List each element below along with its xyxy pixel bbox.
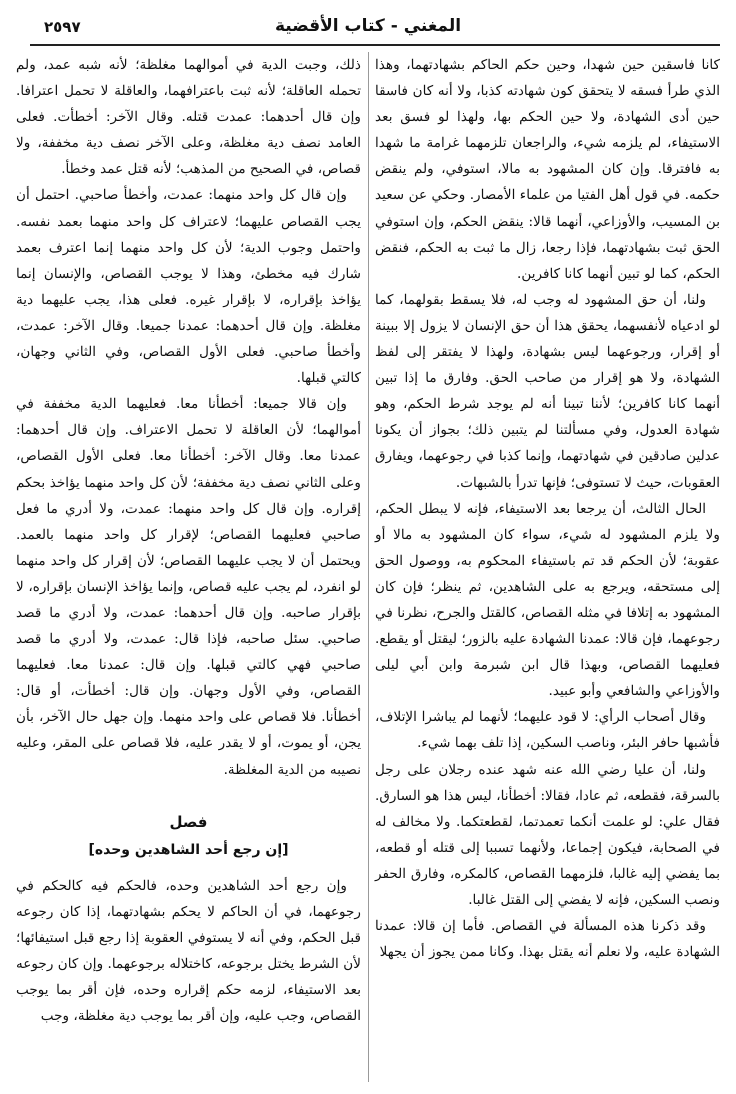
section-subtitle: [إن رجع أحد الشاهدين وحده] [88,841,289,858]
column-divider [368,52,369,1082]
right-column [375,52,720,965]
paragraph: وإن رجع أحد الشاهدين وحده، فالحكم فيه كالحكم في رجوعهما، في أن الحاكم لا يحكم بشهادتهما، إذا كان رجوعه قبل الحكم، وفي أنه لا يستوفي العقوبة إذا رجع قبل استيفائها؛ لأن الشرط يختل برجوعه، كاختلاله برجوعهما. وإن كان رجوعه بعد الاستيفاء، لزمه حكم إقراره وحده، فإن أقر بما يوجب القصاص، وجب عليه، وإن أقر بما يوجب دية مغلظة، وجب [16,877,361,1025]
paragraph: وقال أصحاب الرأي: لا قود عليهما؛ لأنهما لم يباشرا الإتلاف، فأشبها حافر البئر، وناصب السكين، إذا تلف بهما شيء. [375,709,720,752]
paragraph: كانا فاسقين حين شهدا، وحين حكم الحاكم بشهادتهما، وهذا الذي طرأ فسقه لا يتحقق كون شهادته كذبا، ولا أنه كان فاسقا حين أدى الشهادة، ولا حين الحكم بها، ولهذا لو فسق بعد الاستيفاء، لم يلزمه شيء، والراجعان تلزمهما غرامة ما شهدا به فافترقا. وإن كان المشهود به مالا، استوفي، ولم ينقض حكمه. في قول أهل الفتيا من علماء الأمصار. وحكي عن سعيد بن المسيب، والأوزاعي، أنهما قالا: ينقض الحكم، وإن استوفي الحق ثبت بشهادتهما، فإذا رجعا، زال ما ثبت به الحكم، فنقض الحكم، كما لو تبين أنهما كانا كافرين. [375,57,720,282]
paragraph: وإن قالا جميعا: أخطأنا معا. فعليهما الدية مخففة في أموالهما؛ لأن العاقلة لا تحمل الاعتراف. وإن قال أحدهما: عمدنا معا. وقال الآخر: أخطأنا معا. فعلى الأول القصاص، وعلى الثاني نصف دية مخففة؛ لأن كل واحد منهما يؤاخذ بحكم إقراره. وإن قال كل واحد منهما: عمدت، ولا أدري ما فعل صاحبي فعليهما القصاص؛ لإقرار كل واحد منهما بالعمد. ويحتمل أن لا يجب عليهما القصاص؛ لأن إقرار كل واحد منهما لو انفرد، لم يجب عليه قصاص، وإنما يؤاخذ الإنسان بإقراره، لا بإقرار صاحبه. وإن قال أحدهما: عمدت، ولا أدري ما قصد صاحبي. سئل صاحبه، فإذا قال: عمدت، ولا أدري ما قصد صاحبي فهي كالتي قبلها. وإن قال: عمدنا معا. فعليهما القصاص، وفي الأول وجهان. وإن قال: أخطأت، أو قال: أخطأنا. فلا قصاص على واحد منهما. وإن جهل حال الآخر، بأن يجن، أو يموت، أو لا يقدر عليه، فلا قصاص على المقر، وعليه نصيبه من الدية المغلظة. [16,396,361,778]
header-rule [30,44,720,46]
paragraph: ولنا، أن عليا رضي الله عنه شهد عنده رجلان على رجل بالسرقة، فقطعه، ثم عادا، فقالا: أخطأنا، ليس هذا هو السارق. فقال علي: لو علمت أنكما تعمدتما، لقطعتكما. ولا مخالف له في الصحابة، فيكون إجماعا، ولأنهما تسببا إلى قتله أو قطعه، بما يفضي إليه غالبا، فلزمهما القصاص، كالمكره، وفارق الحفر ونصب السكين، فإنه لا يفضي إلى القتل غالبا. [375,761,720,908]
paragraph: وقد ذكرنا هذه المسألة في القصاص. فأما إن قالا: عمدنا الشهادة عليه، ولا نعلم أنه يقتل بهذا. وكانا ممن يجوز أن يجهلا [375,918,720,961]
paragraph: ولنا، أن حق المشهود له وجب له، فلا يسقط بقولهما، كما لو ادعياه لأنفسهما، يحقق هذا أن حق الإنسان لا يزول إلا ببينة أو إقرار، ورجوعهما ليس بشهادة، ولهذا لا يفتقر إلى لفظ الشهادة، ولا هو إقرار من صاحب الحق. وفارق ما إذا تبين أنهما كانا كافرين؛ لأننا تبينا أنه لم يوجد شرط الحكم، وهو شهادة العدول، وفي مسألتنا لم يتبين ذلك؛ بجواز أن يكونا عدلين صادقين في شهادتهما، وإنما كذبا في رجوعهما، ويفارق العقوبات، حيث لا تستوفى؛ فإنها تدرأ بالشبهات. [375,291,720,491]
section-title: فصل [169,812,208,831]
page-header [16,14,720,44]
running-title: المغني - كتاب الأقضية [274,16,462,36]
paragraph: الحال الثالث، أن يرجعا بعد الاستيفاء، فإنه لا يبطل الحكم، ولا يلزم المشهود له شيء، سواء كان المشهود به مالا أو عقوبة؛ لأن الحكم قد تم باستيفاء المحكوم به، ووصول الحق إلى مستحقه، ويرجع به على الشاهدين، ثم ينظر؛ فإن كان المشهود به إتلافا في مثله القصاص، كالقتل والجرح، نظرنا في رجوعهما، فإن قالا: عمدنا الشهادة عليه بالزور؛ ليقتل أو يقطع. فعليهما القصاص، وبهذا قال ابن شبرمة وابن أبي ليلى والأوزاعي والشافعي وأبو عبيد. [375,500,720,700]
page-number: ٢٥٩٧ [44,18,81,36]
paragraph: ذلك، وجبت الدية في أموالهما مغلظة؛ لأنه شبه عمد، ولم تحمله العاقلة؛ لأنه ثبت باعترافهما، والعاقلة لا تحمل اعترافا. وإن قال أحدهما: عمدت قتله. وقال الآخر: أخطأت. فعلى العامد نصف دية مغلظة، وعلى الآخر نصف دية مخففة، ولا قصاص، في الصحيح من المذهب؛ لأنه قتل عمد وخطأ. [16,57,361,178]
paragraph: وإن قال كل واحد منهما: عمدت، وأخطأ صاحبي. احتمل أن يجب القصاص عليهما؛ لاعتراف كل واحد منهما بعمد نفسه. واحتمل وجوب الدية؛ لأن كل واحد منهما إنما اعترف بعمد شارك فيه مخطئ، وهذا لا يوجب القصاص، والإنسان إنما يؤاخذ بإقراره، لا بإقرار غيره. فعلى هذا، يجب عليهما دية مغلظة. وإن قال أحدهما: عمدنا جميعا. وقال الآخر: عمدت، وأخطأ صاحبي. فعلى الأول القصاص، وفي الثاني وجهان، كالتي قبلها. [16,187,361,387]
left-column [16,52,361,1029]
